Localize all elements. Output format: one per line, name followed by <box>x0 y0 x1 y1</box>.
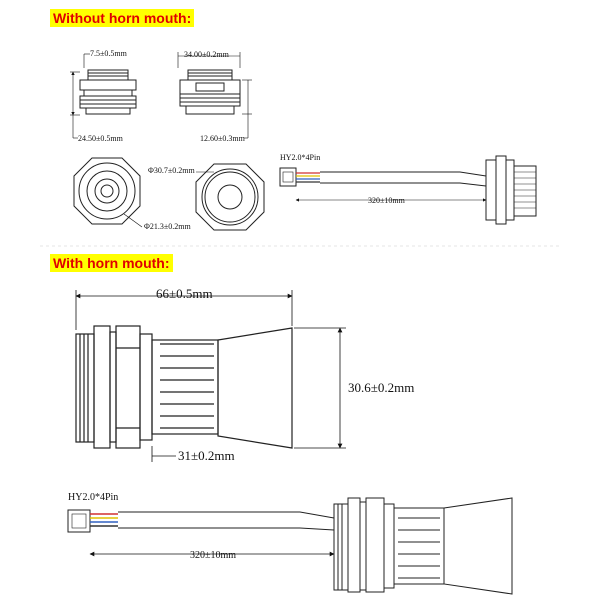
side-view-a <box>80 70 136 114</box>
cable-assembly-bottom <box>68 498 512 594</box>
dim-body-length-horn: 31±0.2mm <box>178 448 235 463</box>
dim-total-length: 66±0.5mm <box>156 286 213 301</box>
heading-without-horn: Without horn mouth: <box>50 9 194 27</box>
dim-head-height: 12.60±0.3mm <box>200 134 245 143</box>
dim-thread-small: 7.5±0.5mm <box>90 49 127 58</box>
connector-label-top: HY2.0*4Pin <box>280 153 321 162</box>
cable-assembly-top <box>280 156 536 224</box>
heading-with-horn: With horn mouth: <box>50 254 173 272</box>
front-view-a <box>74 158 140 224</box>
dim-inner-dia: Φ21.3±0.2mm <box>144 222 191 231</box>
side-view-b <box>180 70 240 114</box>
dim-body-length: 24.50±0.5mm <box>78 134 123 143</box>
horn-assembly-large <box>76 326 292 448</box>
connector-label-bottom: HY2.0*4Pin <box>68 492 119 503</box>
dim-cable-length-bottom: 320±10mm <box>190 550 237 561</box>
dim-mouth-dia: 30.6±0.2mm <box>348 380 415 395</box>
dim-outer-dia: Φ30.7±0.2mm <box>148 166 195 175</box>
dim-cable-length-top: 320±10mm <box>368 196 405 205</box>
dim-thread-width: 34.00±0.2mm <box>184 50 229 59</box>
front-view-b <box>196 164 264 230</box>
